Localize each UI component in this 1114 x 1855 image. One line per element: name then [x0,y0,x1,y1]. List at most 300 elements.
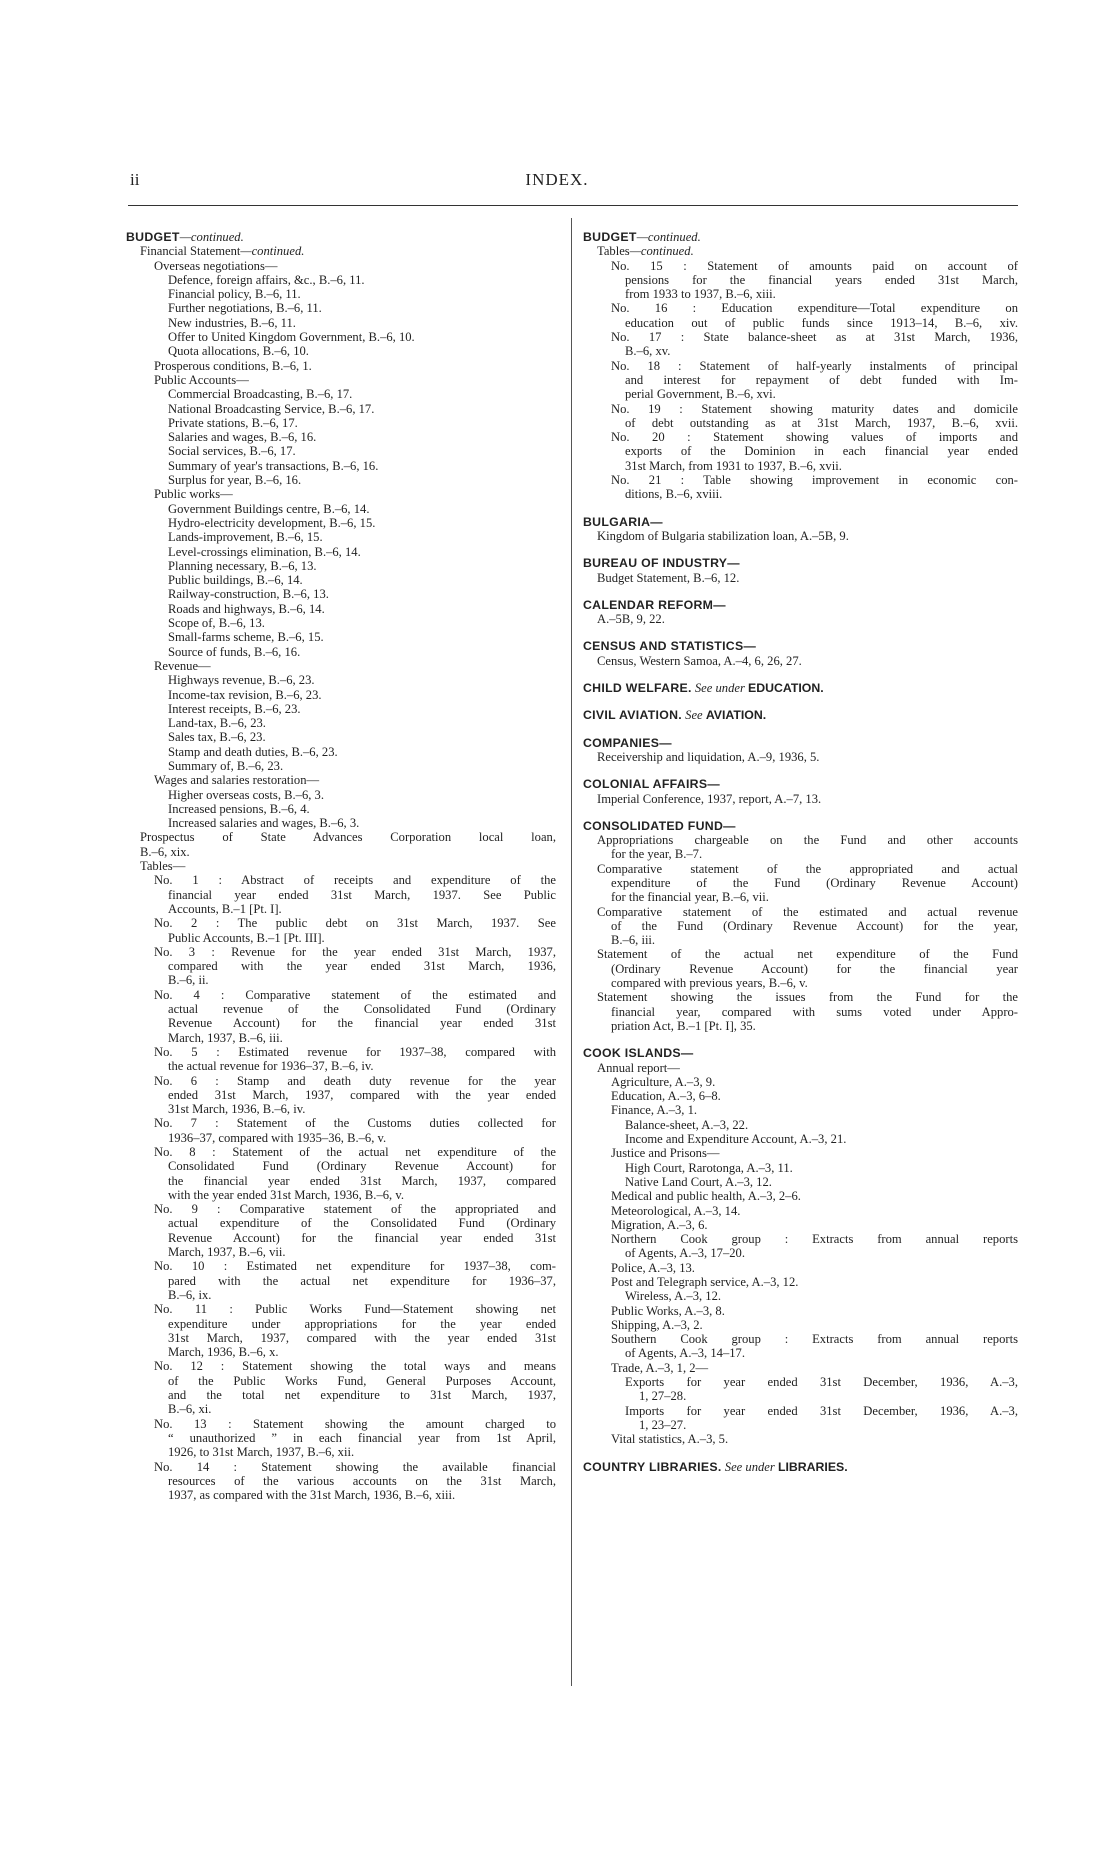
entry-text: Vital statistics, A.–3, 5. [611,1432,729,1447]
entry-text: the financial year ended 31st March, 1937, compared [168,1173,556,1188]
entry-text: Planning necessary, B.–6, 13. [168,558,317,573]
index-entry [126,1331,556,1345]
see-reference: LIBRARIES. [777,1459,848,1474]
entry-text: No. 8 : Statement of the actual net expenditure of the [154,1145,556,1159]
entry-text: Migration, A.–3, 6. [611,1217,708,1232]
index-entry [126,1374,556,1388]
page-header [0,170,1114,200]
heading-text: CONSOLIDATED FUND— [583,818,736,833]
header-rule [128,205,1018,206]
entry-text: High Court, Rarotonga, A.–3, 11. [625,1160,793,1175]
entry-text: Increased salaries and wages, B.–6, 3. [168,816,360,831]
index-entry [126,902,556,916]
index-heading [583,777,1018,791]
entry-text: Exports for year ended 31st December, 1936, A.–3, [625,1375,1018,1390]
entry-text: Appropriations chargeable on the Fund and other accounts [597,833,1018,848]
index-entry [126,973,556,987]
index-entry [126,759,556,773]
entry-text: No. 20 : Statement showing values of imports and [611,430,1018,445]
index-entry [126,1002,556,1016]
index-entry [583,1432,1018,1446]
index-heading [583,736,1018,750]
index-entry [126,287,556,301]
entry-text: Income-tax revision, B.–6, 23. [168,687,322,702]
entry-text: Imports for year ended 31st December, 1936, A.–3, [625,1403,1018,1418]
index-entry [126,1174,556,1188]
entry-text: Financial Statement [140,244,241,259]
entry-text: No. 15 : Statement of amounts paid on account of [611,258,1018,273]
index-entry [126,630,556,644]
heading-text: CENSUS AND STATISTICS— [583,639,757,654]
index-entry [126,373,556,387]
index-entry [126,1216,556,1230]
index-entry [583,890,1018,904]
index-entry [583,316,1018,330]
index-entry [583,430,1018,444]
entry-text: financial year, compared with sums voted under Appro- [611,1004,1018,1019]
entry-text: Census, Western Samoa, A.–4, 6, 26, 27. [597,653,802,668]
index-entry [126,988,556,1002]
entry-text: Defence, foreign affairs, &c., B.–6, 11. [168,272,365,287]
entry-text: the actual revenue for 1936–37, B.–6, iv. [168,1059,374,1074]
index-entry [126,1231,556,1245]
index-entry [126,688,556,702]
index-entry [583,301,1018,315]
index-entry [583,487,1018,501]
heading-text: COUNTRY LIBRARIES. [583,1459,722,1474]
index-entry [583,344,1018,358]
entry-text: Lands-improvement, B.–6, 15. [168,530,323,545]
index-entry [583,244,1018,258]
heading-text: CALENDAR REFORM— [583,597,726,612]
entry-text: Wages and salaries restoration— [154,773,320,788]
index-entry [126,702,556,716]
index-entry [126,888,556,902]
index-entry [126,816,556,830]
entry-text: of Agents, A.–3, 14–17. [625,1346,745,1361]
index-entry [126,344,556,358]
entry-text: Trade, A.–3, 1, 2— [611,1360,709,1375]
entry-text: March, 1937, B.–6, vii. [168,1245,286,1260]
entry-text: actual expenditure of the Consolidated Fund (Ordinary [168,1216,556,1231]
index-entry [583,373,1018,387]
index-entry [583,359,1018,373]
entry-text: Highways revenue, B.–6, 23. [168,673,315,688]
entry-text: Quota allocations, B.–6, 10. [168,344,309,359]
entry-text: Small-farms scheme, B.–6, 15. [168,630,324,645]
index-entry [583,387,1018,401]
entry-text: Wireless, A.–3, 12. [625,1289,722,1304]
index-entry [583,876,1018,890]
index-entry [583,990,1018,1004]
entry-text: Private stations, B.–6, 17. [168,415,298,430]
entry-text: resources of the various accounts on the 31st March, [168,1473,556,1488]
index-entry [583,287,1018,301]
index-entry [583,792,1018,806]
entry-text: Income and Expenditure Account, A.–3, 21. [625,1132,847,1147]
index-entry [126,1074,556,1088]
entry-text: Land-tax, B.–6, 23. [168,716,266,731]
entry-text: Scope of, B.–6, 13. [168,616,265,631]
page-title: INDEX. [525,170,589,189]
entry-text: compared with the year ended 31st March, 1936, [168,959,556,974]
entry-text: B.–6, xi. [168,1402,212,1417]
entry-text: Public Works, A.–3, 8. [611,1303,725,1318]
index-heading [583,556,1018,570]
index-entry [126,502,556,516]
index-entry [583,1005,1018,1019]
entry-text: Statement showing the issues from the Fund for the [597,990,1018,1005]
heading-text: COOK ISLANDS— [583,1046,694,1061]
entry-text: actual revenue of the Consolidated Fund (Ordinary [168,1002,556,1017]
index-entry [126,1431,556,1445]
entry-text: education out of public funds since 1913–14, B.–6, xiv. [625,315,1018,330]
index-entry [126,259,556,273]
index-heading [583,708,1018,722]
index-entry [583,1103,1018,1117]
index-heading [583,681,1018,695]
entry-text: Kingdom of Bulgaria stabilization loan, A.–5B, 9. [597,528,849,543]
index-entry [126,244,556,258]
entry-text: 1, 23–27. [639,1417,687,1432]
index-entry [583,862,1018,876]
entry-text: B.–6, ii. [168,973,209,988]
left-column [126,230,556,1502]
entry-text: from 1933 to 1937, B.–6, xiii. [625,287,776,302]
index-entry [583,1089,1018,1103]
index-entry [126,459,556,473]
index-entry [126,1402,556,1416]
entry-text: No. 1 : Abstract of receipts and expenditure of the [154,873,556,888]
index-entry [126,616,556,630]
index-entry [126,859,556,873]
entry-text: B.–6, xv. [625,344,671,359]
entry-text: Railway-construction, B.–6, 13. [168,587,329,602]
index-entry [583,473,1018,487]
entry-text: 1, 27–28. [639,1389,687,1404]
entry-text: Source of funds, B.–6, 16. [168,644,301,659]
entry-text: Accounts, B.–1 [Pt. I]. [168,901,282,916]
entry-text: A.–5B, 9, 22. [597,612,665,627]
index-entry [126,1059,556,1073]
index-entry [583,847,1018,861]
index-entry [126,1317,556,1331]
entry-text: Medical and public health, A.–3, 2–6. [611,1189,801,1204]
entry-text: Further negotiations, B.–6, 11. [168,301,322,316]
entry-text: No. 16 : Education expenditure—Total expenditure on [611,301,1018,316]
index-entry [126,316,556,330]
index-entry [126,530,556,544]
index-entry [583,1132,1018,1146]
entry-text: 1926, to 31st March, 1937, B.–6, xii. [168,1445,355,1460]
index-entry [126,1302,556,1316]
entry-text: Overseas negotiations— [154,258,278,273]
entry-text: No. 21 : Table showing improvement in economic con- [611,473,1018,488]
entry-text: 1937, as compared with the 31st March, 1936, B.–6, xiii. [168,1488,456,1503]
index-entry [126,873,556,887]
index-entry [126,931,556,945]
right-column [583,230,1018,1474]
entry-text: compared with previous years, B.–6, v. [611,976,808,991]
entry-text: Public Accounts— [154,372,249,387]
index-entry [583,1418,1018,1432]
entry-gap [583,764,1018,777]
index-entry [126,1474,556,1488]
entry-text: Balance-sheet, A.–3, 22. [625,1117,749,1132]
entry-text: of Agents, A.–3, 17–20. [625,1246,745,1261]
index-entry [126,1259,556,1273]
index-entry [583,1261,1018,1275]
entry-text: Receivership and liquidation, A.–9, 1936, 5. [597,749,820,764]
entry-text: and the total net expenditure to 31st March, 1937, [168,1388,556,1403]
entry-text: B.–6, xix. [140,844,190,859]
index-entry [126,273,556,287]
index-entry [583,529,1018,543]
index-entry [126,330,556,344]
entry-text: Interest receipts, B.–6, 23. [168,701,301,716]
heading-text: BULGARIA— [583,514,663,529]
index-heading [583,819,1018,833]
index-entry [583,459,1018,473]
see-note: See [685,708,703,723]
index-entry [583,1204,1018,1218]
heading-text: BUREAU OF INDUSTRY— [583,556,740,571]
index-entry [126,1345,556,1359]
index-entry [583,1232,1018,1246]
index-heading [583,1460,1018,1474]
entry-text: Tables [597,244,630,259]
index-entry [126,559,556,573]
index-entry [583,444,1018,458]
entry-text: Roads and highways, B.–6, 14. [168,601,325,616]
entry-text: Revenue— [154,658,211,673]
index-heading [583,1046,1018,1060]
entry-text: Police, A.–3, 13. [611,1260,695,1275]
index-entry [583,1346,1018,1360]
entry-text: Level-crossings elimination, B.–6, 14. [168,544,361,559]
entry-text: No. 5 : Estimated revenue for 1937–38, compared with [154,1044,556,1059]
entry-text: pensions for the financial years ended 31st March, [625,272,1018,287]
index-entry [126,430,556,444]
index-entry [126,1245,556,1259]
entry-text: March, 1937, B.–6, iii. [168,1030,283,1045]
entry-text: Post and Telegraph service, A.–3, 12. [611,1275,799,1289]
index-heading [583,515,1018,529]
entry-text: Agriculture, A.–3, 9. [611,1074,716,1089]
entry-text: Finance, A.–3, 1. [611,1103,698,1118]
index-entry [126,916,556,930]
entry-text: of the Public Works Fund, General Purposes Account, [168,1373,556,1388]
index-entry [583,1332,1018,1346]
entry-text: Stamp and death duties, B.–6, 23. [168,744,338,759]
index-entry [126,1016,556,1030]
entry-text: of debt outstanding as at 31st March, 1937, B.–6, xvii. [625,415,1018,430]
entry-text: No. 11 : Public Works Fund—Statement showing net [154,1302,556,1317]
entry-text: No. 7 : Statement of the Customs duties collected for [154,1116,556,1131]
entry-text: (Ordinary Revenue Account) for the financial year [611,961,1018,976]
entry-text: No. 18 : Statement of half-yearly instalments of principal [611,358,1018,373]
index-entry [583,1318,1018,1332]
index-entry [126,1445,556,1459]
index-entry [583,1019,1018,1033]
entry-text: Offer to United Kingdom Government, B.–6, 10. [168,330,415,345]
entry-text: Surplus for year, B.–6, 16. [168,473,302,488]
entry-text: of the Fund (Ordinary Revenue Account) for the year, [611,918,1018,933]
index-entry [126,1159,556,1173]
index-entry [583,905,1018,919]
entry-text: Public Accounts, B.–1 [Pt. III]. [168,930,325,945]
see-note: See under [694,681,745,696]
entry-text: financial year ended 31st March, 1937. See Public [168,887,556,902]
index-entry [583,1218,1018,1232]
entry-text: Government Buildings centre, B.–6, 14. [168,501,370,516]
continued-note: —continued. [240,244,305,259]
heading-text: CIVIL AVIATION. [583,708,683,723]
see-reference: AVIATION. [705,708,767,723]
index-entry [126,1274,556,1288]
entry-text: Imperial Conference, 1937, report, A.–7, 13. [597,791,822,806]
entry-gap [583,543,1018,556]
entry-text: Summary of, B.–6, 23. [168,758,284,773]
entry-gap [583,502,1018,515]
entry-text: Salaries and wages, B.–6, 16. [168,430,317,445]
continued-note: —continued. [179,230,244,244]
entry-text: Meteorological, A.–3, 14. [611,1203,741,1218]
entry-text: ditions, B.–6, xviii. [625,487,723,502]
entry-text: Comparative statement of the appropriated and actual [597,861,1018,876]
index-entry [583,1146,1018,1160]
index-entry [126,573,556,587]
entry-text: No. 4 : Comparative statement of the estimated and [154,987,556,1002]
index-heading [126,230,556,244]
see-note: See under [724,1459,775,1474]
entry-gap [583,695,1018,708]
entry-text: B.–6, iii. [611,933,656,948]
index-entry [583,330,1018,344]
entry-text: Prosperous conditions, B.–6, 1. [154,358,312,373]
index-entry [126,301,556,315]
index-entry [126,959,556,973]
entry-text: for the financial year, B.–6, vii. [611,890,769,905]
index-entry [126,587,556,601]
index-entry [126,1145,556,1159]
index-entry [583,833,1018,847]
entry-gap [583,668,1018,681]
entry-text: Higher overseas costs, B.–6, 3. [168,787,324,802]
entry-gap [583,585,1018,598]
entry-text: Education, A.–3, 6–8. [611,1089,721,1104]
index-entry [583,962,1018,976]
entry-text: No. 9 : Comparative statement of the appropriated and [154,1202,556,1217]
entry-text: Tables— [140,859,186,874]
entry-text: Public works— [154,487,233,502]
entry-text: 31st March, from 1931 to 1937, B.–6, xvii. [625,458,842,473]
index-entry [583,654,1018,668]
entry-text: exports of the Dominion in each financial year ended [625,444,1018,459]
entry-gap [583,806,1018,819]
index-entry [583,402,1018,416]
index-entry [583,416,1018,430]
entry-text: Justice and Prisons— [611,1146,720,1161]
entry-text: pared with the actual net expenditure for 1936–37, [168,1273,556,1288]
entry-text: Financial policy, B.–6, 11. [168,287,301,302]
entry-text: Shipping, A.–3, 2. [611,1317,703,1332]
index-entry [583,933,1018,947]
column-divider [571,218,572,1686]
index-entry [583,259,1018,273]
index-entry [583,1361,1018,1375]
entry-text: Commercial Broadcasting, B.–6, 17. [168,387,353,402]
entry-text: expenditure of the Fund (Ordinary Revenue Account) [611,875,1018,890]
index-entry [583,1175,1018,1189]
index-entry [126,473,556,487]
index-entry [126,1488,556,1502]
index-entry [583,1075,1018,1089]
index-entry [583,612,1018,626]
entry-gap [583,723,1018,736]
index-entry [126,416,556,430]
index-entry [583,1061,1018,1075]
heading-text: CHILD WELFARE. [583,681,692,696]
entry-text: Social services, B.–6, 17. [168,444,296,459]
index-entry [126,730,556,744]
index-entry [126,788,556,802]
index-entry [583,1246,1018,1260]
index-heading [583,639,1018,653]
index-entry [126,1116,556,1130]
entry-text: No. 2 : The public debt on 31st March, 1937. See [154,916,556,931]
index-entry [126,1131,556,1145]
entry-text: 31st March, 1937, compared with the year ended 31st [168,1330,556,1345]
index-entry [126,716,556,730]
entry-text: Prospectus of State Advances Corporation local loan, [140,830,556,845]
index-entry [126,945,556,959]
index-entry [583,1161,1018,1175]
entry-text: National Broadcasting Service, B.–6, 17. [168,401,375,416]
entry-text: ended 31st March, 1937, compared with the year ended [168,1087,556,1102]
index-entry [126,444,556,458]
entry-text: with the year ended 31st March, 1936, B.–6, v. [168,1187,404,1202]
entry-text: Consolidated Fund (Ordinary Revenue Account) for [168,1159,556,1174]
entry-text: No. 6 : Stamp and death duty revenue for the year [154,1073,556,1088]
index-entry [583,919,1018,933]
index-entry [126,773,556,787]
heading-text: COLONIAL AFFAIRS— [583,777,720,792]
index-entry [126,1088,556,1102]
entry-text: No. 12 : Statement showing the total ways and means [154,1359,556,1374]
entry-text: Summary of year's transactions, B.–6, 16. [168,458,379,473]
entry-gap [583,1447,1018,1460]
index-entry [126,1417,556,1431]
index-entry [126,830,556,844]
index-entry [126,1388,556,1402]
index-entry [126,602,556,616]
entry-text: Annual report— [597,1060,680,1075]
entry-text: No. 14 : Statement showing the available financial [154,1459,556,1474]
index-entry [126,845,556,859]
index-entry [126,802,556,816]
index-entry [126,1288,556,1302]
entry-text: Public buildings, B.–6, 14. [168,573,303,588]
index-entry [126,659,556,673]
entry-text: Native Land Court, A.–3, 12. [625,1174,772,1189]
index-entry [583,1375,1018,1389]
entry-text: Sales tax, B.–6, 23. [168,730,266,745]
entry-text: No. 13 : Statement showing the amount charged to [154,1416,556,1431]
entry-text: 31st March, 1936, B.–6, iv. [168,1102,306,1117]
entry-text: Revenue Account) for the financial year ended 31st [168,1230,556,1245]
index-entry [126,673,556,687]
